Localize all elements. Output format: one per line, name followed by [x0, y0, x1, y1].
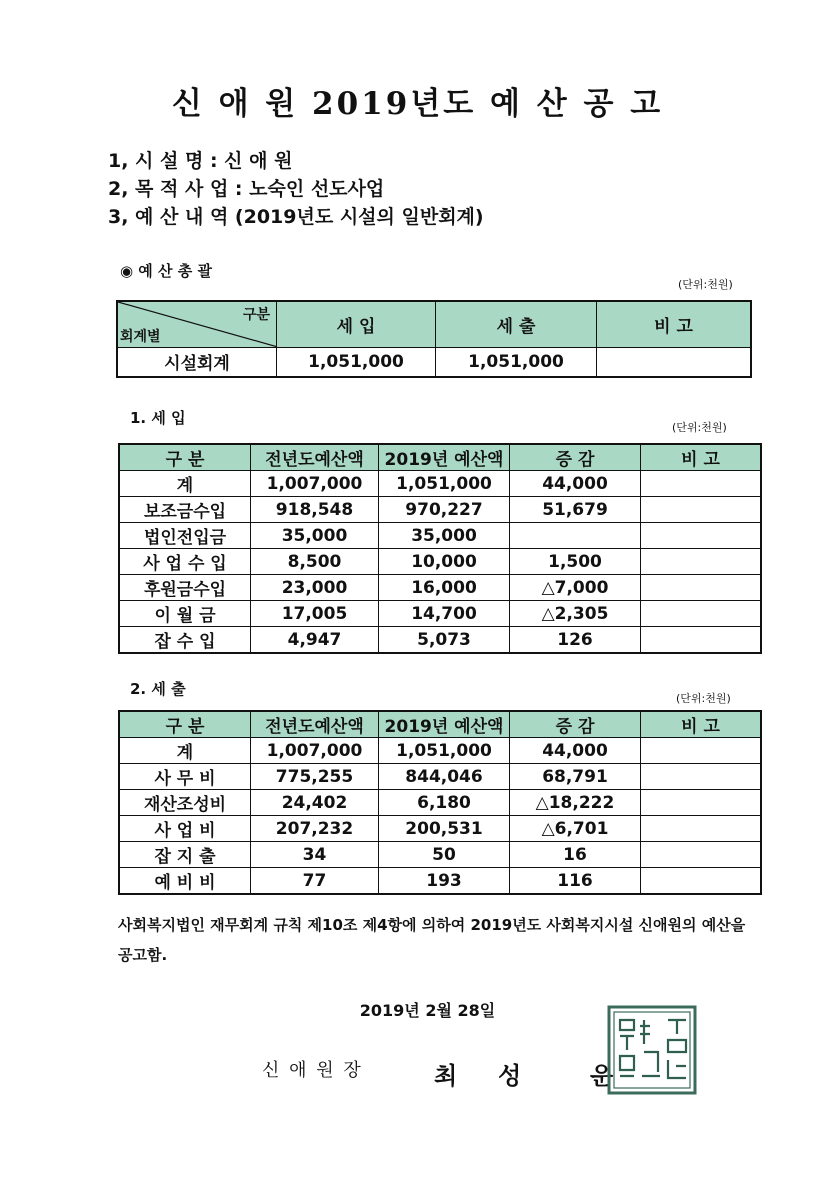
summary-account: 시설회계 — [117, 347, 277, 377]
revenue-cell-current: 16,000 — [379, 575, 510, 601]
summary-corner-bottom: 회계별 — [120, 328, 161, 345]
expense-cell-category: 사 무 비 — [119, 764, 251, 790]
summary-corner-cell — [117, 301, 277, 347]
summary-header-note: 비 고 — [597, 301, 752, 347]
expense-header-current: 2019년 예산액 — [379, 711, 510, 738]
table-row — [119, 842, 761, 868]
expense-cell-change: △18,222 — [510, 790, 641, 816]
notice-text: 사회복지법인 재무회계 규칙 제10조 제4항에 의하여 2019년도 사회복지시설 신애원의 예산을 공고함. — [118, 916, 746, 964]
notice-date: 2019년 2월 28일 — [359, 1001, 496, 1020]
table-row — [119, 790, 761, 816]
expense-cell-current: 193 — [379, 868, 510, 895]
expense-header-change: 증 감 — [510, 711, 641, 738]
revenue-header-category: 구 분 — [119, 444, 251, 471]
revenue-cell-prev: 1,007,000 — [251, 471, 379, 497]
expense-cell-prev: 34 — [251, 842, 379, 868]
expense-cell-category: 예 비 비 — [119, 868, 251, 895]
table-row — [119, 738, 761, 764]
revenue-cell-change: 1,500 — [510, 549, 641, 575]
revenue-cell-change: △7,000 — [510, 575, 641, 601]
expense-header-prev: 전년도예산액 — [251, 711, 379, 738]
revenue-cell-change — [510, 523, 641, 549]
revenue-cell-change: 126 — [510, 627, 641, 654]
expense-cell-prev: 1,007,000 — [251, 738, 379, 764]
summary-unit: (단위:천원) — [678, 278, 733, 291]
signer-name-2: 성 — [498, 1061, 522, 1090]
revenue-cell-prev: 4,947 — [251, 627, 379, 654]
revenue-cell-note — [641, 523, 762, 549]
revenue-cell-category: 이 월 금 — [119, 601, 251, 627]
summary-header-expense: 세 출 — [436, 301, 597, 347]
revenue-header-note: 비 고 — [641, 444, 762, 471]
revenue-cell-current: 10,000 — [379, 549, 510, 575]
table-row — [119, 601, 761, 627]
revenue-cell-prev: 918,548 — [251, 497, 379, 523]
table-row — [119, 471, 761, 497]
table-row — [119, 497, 761, 523]
revenue-table — [118, 443, 762, 654]
table-row — [119, 549, 761, 575]
expense-cell-category: 계 — [119, 738, 251, 764]
table-row — [119, 627, 761, 654]
expense-cell-note — [641, 816, 762, 842]
expense-cell-change: 44,000 — [510, 738, 641, 764]
revenue-cell-current: 35,000 — [379, 523, 510, 549]
expense-cell-prev: 77 — [251, 868, 379, 895]
expense-cell-current: 200,531 — [379, 816, 510, 842]
summary-revenue: 1,051,000 — [277, 347, 436, 377]
expense-cell-current: 1,051,000 — [379, 738, 510, 764]
expense-table — [118, 710, 762, 895]
table-row — [119, 868, 761, 895]
table-row — [119, 816, 761, 842]
info-facility-name: 1, 시 설 명 : 신 애 원 — [108, 150, 293, 172]
info-purpose: 2, 목 적 사 업 : 노숙인 선도사업 — [108, 178, 385, 200]
expense-cell-note — [641, 842, 762, 868]
revenue-cell-category: 사 업 수 입 — [119, 549, 251, 575]
table-row — [119, 764, 761, 790]
revenue-header-prev: 전년도예산액 — [251, 444, 379, 471]
summary-table — [116, 300, 752, 378]
revenue-cell-category: 계 — [119, 471, 251, 497]
expense-header-category: 구 분 — [119, 711, 251, 738]
table-row — [117, 347, 751, 377]
revenue-cell-prev: 8,500 — [251, 549, 379, 575]
revenue-cell-prev: 35,000 — [251, 523, 379, 549]
revenue-cell-change: 51,679 — [510, 497, 641, 523]
revenue-cell-category: 잡 수 입 — [119, 627, 251, 654]
expense-cell-category: 잡 지 출 — [119, 842, 251, 868]
revenue-cell-current: 14,700 — [379, 601, 510, 627]
expense-cell-current: 50 — [379, 842, 510, 868]
summary-header-revenue: 세 입 — [277, 301, 436, 347]
expense-cell-category: 사 업 비 — [119, 816, 251, 842]
revenue-cell-note — [641, 627, 762, 654]
summary-expense: 1,051,000 — [436, 347, 597, 377]
revenue-cell-note — [641, 601, 762, 627]
expense-cell-note — [641, 764, 762, 790]
revenue-cell-current: 5,073 — [379, 627, 510, 654]
expense-cell-note — [641, 738, 762, 764]
revenue-cell-current: 970,227 — [379, 497, 510, 523]
revenue-cell-note — [641, 497, 762, 523]
expense-section-title: 2. 세 출 — [130, 680, 186, 698]
revenue-header-current: 2019년 예산액 — [379, 444, 510, 471]
expense-cell-note — [641, 790, 762, 816]
expense-cell-prev: 775,255 — [251, 764, 379, 790]
signer-name-1: 최 — [434, 1061, 458, 1090]
expense-cell-change: 68,791 — [510, 764, 641, 790]
revenue-cell-prev: 23,000 — [251, 575, 379, 601]
signer-title: 신 애 원 장 — [262, 1060, 363, 1081]
revenue-cell-change: △2,305 — [510, 601, 641, 627]
table-row — [119, 575, 761, 601]
revenue-unit: (단위:천원) — [672, 421, 727, 434]
expense-unit: (단위:천원) — [676, 692, 731, 705]
official-seal-stamp — [606, 1004, 698, 1096]
summary-section-title: ◉ 예 산 총 괄 — [120, 262, 212, 280]
expense-cell-prev: 207,232 — [251, 816, 379, 842]
revenue-cell-current: 1,051,000 — [379, 471, 510, 497]
revenue-header-change: 증 감 — [510, 444, 641, 471]
page-title: 신 애 원 2019년도 예 산 공 고 — [171, 86, 664, 122]
revenue-cell-note — [641, 471, 762, 497]
summary-note — [597, 347, 752, 377]
info-budget-detail: 3, 예 산 내 역 (2019년도 시설의 일반회계) — [108, 206, 484, 228]
expense-header-note: 비 고 — [641, 711, 762, 738]
revenue-cell-change: 44,000 — [510, 471, 641, 497]
expense-cell-change: △6,701 — [510, 816, 641, 842]
revenue-cell-note — [641, 575, 762, 601]
revenue-cell-note — [641, 549, 762, 575]
expense-cell-prev: 24,402 — [251, 790, 379, 816]
summary-corner-top: 구분 — [242, 307, 270, 323]
revenue-cell-category: 후원금수입 — [119, 575, 251, 601]
revenue-cell-prev: 17,005 — [251, 601, 379, 627]
signer-name-3: 운 — [590, 1061, 614, 1090]
revenue-section-title: 1. 세 입 — [130, 409, 186, 427]
expense-cell-change: 16 — [510, 842, 641, 868]
revenue-cell-category: 법인전입금 — [119, 523, 251, 549]
table-row — [119, 523, 761, 549]
revenue-cell-category: 보조금수입 — [119, 497, 251, 523]
expense-cell-category: 재산조성비 — [119, 790, 251, 816]
expense-cell-note — [641, 868, 762, 895]
expense-cell-change: 116 — [510, 868, 641, 895]
expense-cell-current: 6,180 — [379, 790, 510, 816]
expense-cell-current: 844,046 — [379, 764, 510, 790]
